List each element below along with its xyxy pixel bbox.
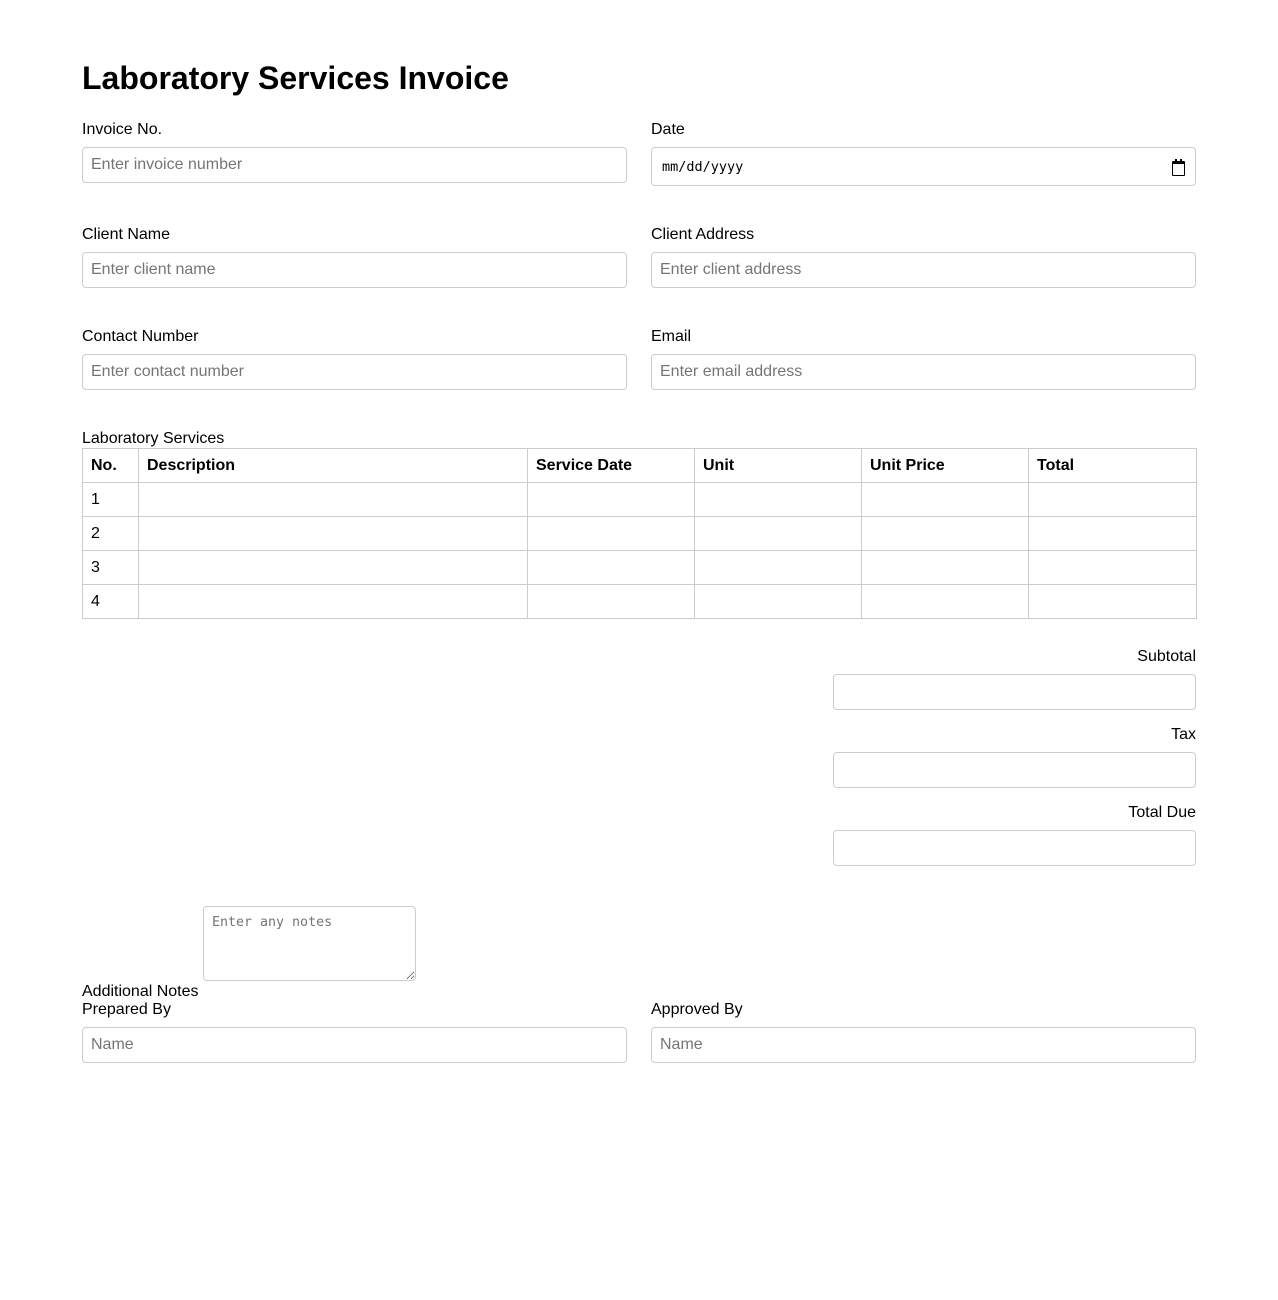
unit-cell[interactable] (695, 551, 862, 585)
total-cell[interactable] (1029, 483, 1197, 517)
approved-by-label: Approved By (651, 1001, 743, 1018)
table-row (83, 585, 1197, 619)
services-table (82, 448, 1197, 619)
invoice-no-input[interactable] (82, 147, 627, 183)
client-address-label: Client Address (651, 226, 755, 243)
contact-number-group (82, 328, 627, 346)
client-name-label: Client Name (82, 226, 171, 243)
date-placeholder: mm/dd/yyyy (662, 158, 744, 175)
description-cell[interactable] (139, 551, 528, 585)
column-header-total: Total (1029, 449, 1197, 483)
tax-group (833, 726, 1196, 744)
column-header-unit: Unit (695, 449, 862, 483)
unit-price-cell[interactable] (862, 517, 1029, 551)
unit-cell[interactable] (695, 483, 862, 517)
notes-label: Additional Notes (82, 983, 199, 1000)
table-row (83, 551, 1197, 585)
total-cell[interactable] (1029, 517, 1197, 551)
tax-input[interactable] (833, 752, 1196, 788)
prepared-by-group (82, 1001, 627, 1019)
email-label: Email (651, 328, 692, 345)
row-number: 1 (83, 483, 139, 517)
subtotal-group (833, 648, 1196, 666)
approved-by-input[interactable] (651, 1027, 1196, 1063)
row-number: 4 (83, 585, 139, 619)
total-due-input[interactable] (833, 830, 1196, 866)
date-group (651, 121, 1196, 175)
total-cell[interactable] (1029, 585, 1197, 619)
service-date-cell[interactable] (528, 483, 695, 517)
approved-by-group (651, 1001, 1196, 1019)
invoice-no-group (82, 121, 627, 139)
service-date-cell[interactable] (528, 585, 695, 619)
service-date-cell[interactable] (528, 551, 695, 585)
service-date-cell[interactable] (528, 517, 695, 551)
row-number: 3 (83, 551, 139, 585)
email-group (651, 328, 1196, 346)
total-cell[interactable] (1029, 551, 1197, 585)
column-header-no: No. (83, 449, 139, 483)
date-label: Date (651, 121, 685, 138)
table-row (83, 517, 1197, 551)
total-due-group (833, 804, 1196, 822)
total-due-label: Total Due (1128, 804, 1196, 821)
contact-number-input[interactable] (82, 354, 627, 390)
date-input[interactable] (651, 147, 1196, 186)
tax-label: Tax (1171, 726, 1196, 743)
unit-price-cell[interactable] (862, 585, 1029, 619)
prepared-by-input[interactable] (82, 1027, 627, 1063)
unit-cell[interactable] (695, 517, 862, 551)
services-caption: Laboratory Services (82, 430, 225, 447)
prepared-by-label: Prepared By (82, 1001, 171, 1018)
subtotal-input[interactable] (833, 674, 1196, 710)
page-title: Laboratory Services Invoice (82, 60, 509, 96)
table-header-row (83, 449, 1197, 483)
description-cell[interactable] (139, 483, 528, 517)
subtotal-label: Subtotal (1137, 648, 1196, 665)
column-header-service-date: Service Date (528, 449, 695, 483)
description-cell[interactable] (139, 585, 528, 619)
calendar-icon[interactable] (1171, 159, 1186, 174)
unit-price-cell[interactable] (862, 551, 1029, 585)
table-row (83, 483, 1197, 517)
invoice-no-label: Invoice No. (82, 121, 163, 138)
row-number: 2 (83, 517, 139, 551)
column-header-description: Description (139, 449, 528, 483)
description-cell[interactable] (139, 517, 528, 551)
email-input[interactable] (651, 354, 1196, 390)
contact-number-label: Contact Number (82, 328, 199, 345)
column-header-unit-price: Unit Price (862, 449, 1029, 483)
client-name-input[interactable] (82, 252, 627, 288)
client-name-group (82, 226, 627, 244)
unit-price-cell[interactable] (862, 483, 1029, 517)
notes-textarea[interactable] (203, 906, 416, 981)
client-address-input[interactable] (651, 252, 1196, 288)
unit-cell[interactable] (695, 585, 862, 619)
client-address-group (651, 226, 1196, 244)
